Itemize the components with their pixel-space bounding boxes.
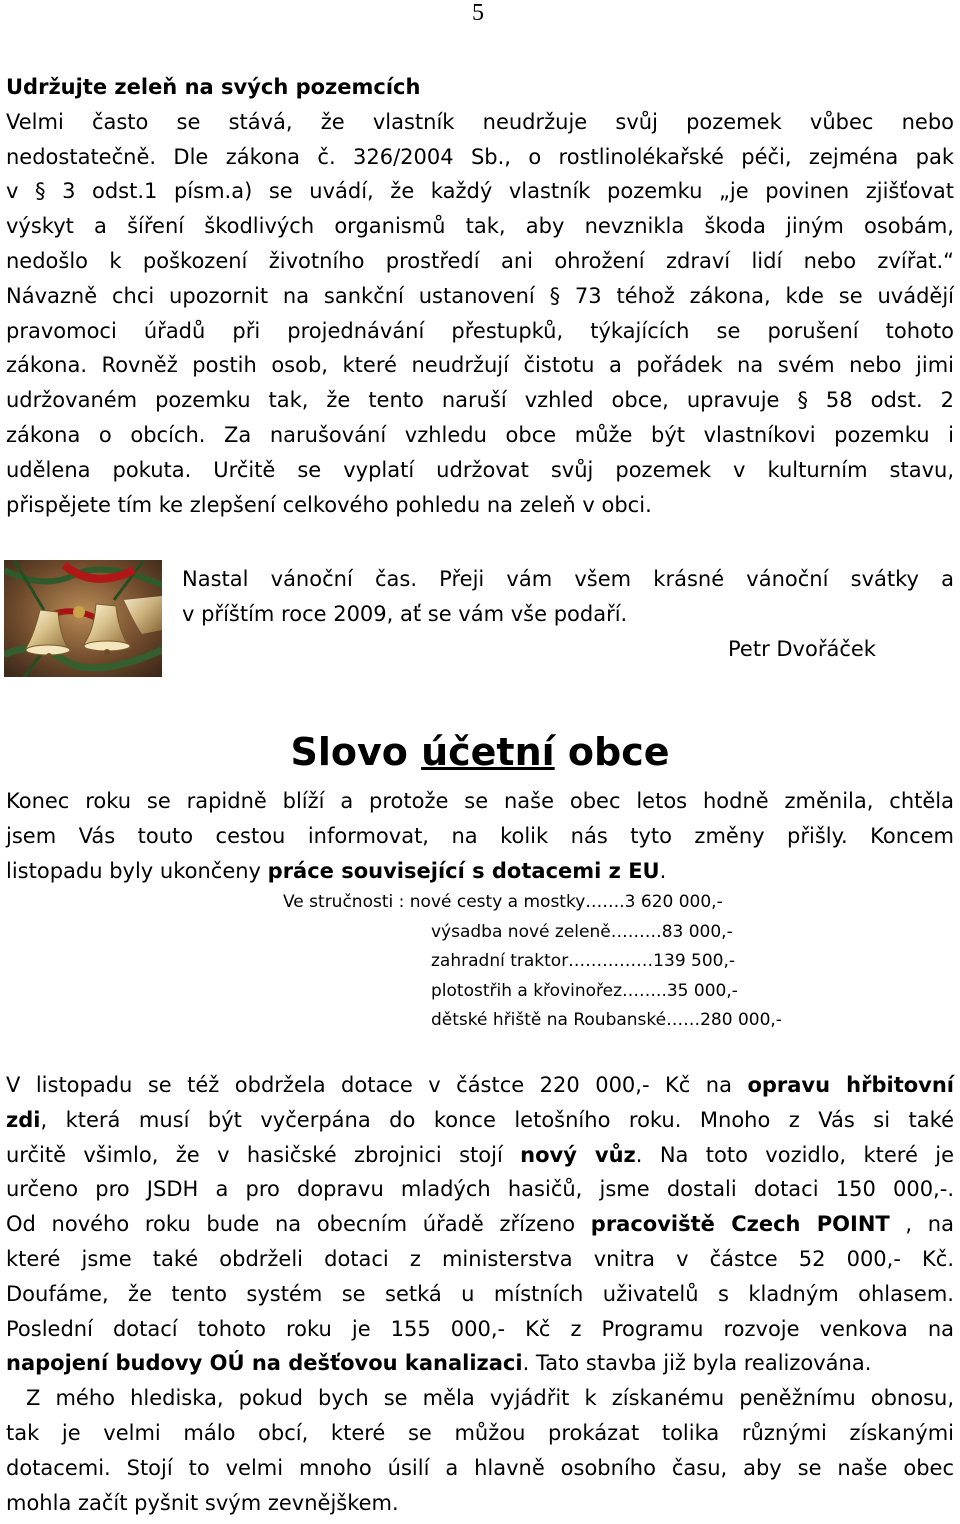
paragraph-line: napojení budovy OÚ na dešťovou kanalizaci. Tato stavba již byla realizována. [6,1351,872,1376]
signature: Petr Dvořáček [728,636,876,661]
expense-list [283,888,782,1036]
paragraph-line: zdi, která musí být vyčerpána do konce letošního roku. Mnoho z Vás si také [6,1107,954,1132]
paragraph-line: Od nového roku bude na obecním úřadě zřízeno pracoviště Czech POINT , na [6,1212,954,1237]
list-item: dětské hřiště na Roubanské……280 000,- [431,1010,782,1031]
paragraph-line: mohla začít pyšnit svým zevnějškem. [6,1490,399,1515]
section-heading: Udržujte zeleň na svých pozemcích [6,75,421,99]
paragraph-line: které jsme také obdrželi dotaci z ministerstva vnitra v částce 52 000,- Kč. [6,1246,954,1271]
title-text: Slovo [290,730,422,774]
paragraph-line: určitě všimlo, že v hasičské zbrojnici stojí nový vůz. Na toto vozidlo, které je [6,1142,954,1167]
paragraph-line: pravomoci úřadů při projednávání přestupků, týkajících se porušení tohoto [6,318,954,343]
paragraph-line: Z mého hlediska, pokud bych se měla vyjádřit k získanému peněžnímu obnosu, [26,1386,954,1411]
section-greenery [6,70,954,522]
paragraph-line: V listopadu se též obdržela dotace v částce 220 000,- Kč na opravu hřbitovní [6,1073,955,1097]
paragraph-line: výskyt a šíření škodlivých organismů tak, aby nevznikla škoda jiným osobám, [6,214,954,239]
paragraph-line: nedostatečně. Dle zákona č. 326/2004 Sb., o rostlinolékařské péči, zejména pak [6,144,954,169]
christmas-bells-picture [4,560,162,677]
paragraph-line: Návazně chci upozornit na sankční ustanovení § 73 téhož zákona, kde se uvádějí [6,283,954,308]
paragraph-line: jsem Vás touto cestou informovat, na kolik nás tyto změny přišly. Koncem [6,823,954,848]
paragraph-line: zákona. Rovněž postih osob, které neudržují čistotu a pořádek na svém nebo jimi [6,353,954,378]
title-text-underlined: účetní [421,730,555,774]
paragraph-line: dotacemi. Stojí to velmi mnoho úsilí a hlavně osobního času, aby se naše obec [6,1455,954,1480]
christmas-greeting [182,562,954,666]
paragraph-line: Velmi často se stává, že vlastník neudržuje svůj pozemek vůbec nebo [6,109,954,134]
paragraph-line: udržovaném pozemku tak, že tento naruší vzhled obce, upravuje § 58 odst. 2 [6,388,954,413]
paragraph-line: v § 3 odst.1 písm.a) se uvádí, že každý vlastník pozemku „je povinen zjišťovat [6,179,954,204]
paragraph-line: Konec roku se rapidně blíží a protože se naše obec letos hodně změnila, chtěla [6,789,954,813]
accounting-intro [6,784,954,888]
section-title [0,730,960,774]
list-item: plotostřih a křovinořez……..35 000,- [431,980,738,1001]
page-number: 5 [472,0,484,26]
greeting-line: v příštím roce 2009, ať se vám vše podaří. [182,601,628,626]
paragraph-line: Poslední dotací tohoto roku je 155 000,- Kč z Programu rozvoje venkova na [6,1316,954,1341]
paragraph-line: určeno pro JSDH a pro dopravu mladých hasičů, jsme dostali dotaci 150 000,-. [6,1177,954,1202]
paragraph-line: Doufáme, že tento systém se setká u místních uživatelů s kladným ohlasem. [6,1281,954,1306]
title-text: obce [554,730,670,774]
list-item: výsadba nové zeleně………83 000,- [431,921,733,942]
paragraph-line: udělena pokuta. Určitě se vyplatí udržovat svůj pozemek v kulturním stavu, [6,457,954,482]
paragraph-line: tak je velmi málo obcí, které se můžou prokázat tolika různými získanými [6,1420,954,1445]
paragraph-line: listopadu byly ukončeny práce související s dotacemi z EU. [6,858,667,883]
paragraph-line: nedošlo k poškození životního prostředí ani ohrožení zdraví lidí nebo zvířat.“ [6,248,954,273]
paragraph-line: zákona o obcích. Za narušování vzhledu obce může být vlastníkovi pozemku i [6,422,954,447]
paragraph-line: přispějete tím ke zlepšení celkového pohledu na zeleň v obci. [6,492,652,517]
list-item: Ve stručnosti : nové cesty a mostky…….3 620 000,- [283,892,723,912]
accounting-details [6,1068,954,1520]
bells-illustration [4,560,162,677]
greeting-line: Nastal vánoční čas. Přeji vám všem krásné vánoční svátky a [182,567,954,591]
list-item: zahradní traktor……………139 500,- [431,951,736,972]
